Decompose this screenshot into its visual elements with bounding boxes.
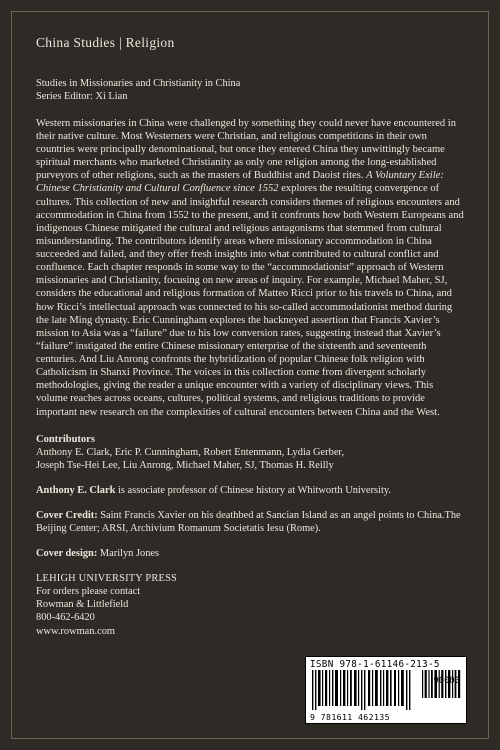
- series-info: [36, 77, 466, 104]
- editor-bio: [36, 484, 466, 497]
- description-part-2: explores the resulting convergence of cultures. This collection of new and insightful research considers themes of religious encounters and accommodation in China from 1552 to the present, and it confronts how both Western Europeans and indigenous Chinese mitigated the cultural and religious antagonisms that stemmed from cultural misunderstanding. The contributors identify areas where missionary accommodation in China succeeded and failed, and they offer fresh insights into what contributed to cultural conflict and confluence. Each chapter responds in some way to the “accommodationist” approach of Western missionaries and Christianity, focusing on new areas of inquiry. For example, Michael Maher, SJ, considers the educational and religious formation of Matteo Ricci prior to his travels to China, and how Ricci’s intellectual approach was connected to his so-called accommodationist method during the late Ming dynasty. Eric Cunningham explores the hackneyed assertion that Francis Xavier’s mission to Asia was a “failure” due to his low conversion rates, suggesting instead that Xavier’s “failure” instigated the entire Chinese missionary enterprise of the sixteenth and seventeenth centuries. And Liu Anrong confronts the hybridization of popular Chinese folk religion with Catholicism in Shanxi Province. The voices in this collection come from divergent scholarly methodologies, giving the reader a unique encounter with a variety of disciplinary views. This volume reaches across oceans, cultures, political systems, and religious traditions to provide important new research on the complexities of cultural encounters between China and the West.: [36, 183, 464, 418]
- description-part-1: Western missionaries in China were challenged by something they could never have encountered in their native culture. Most Westerners were Christian, and religious competitions in their own countries were principally denominational, but once they entered China they unwittingly became spiritual merchants who marketed Christianity as only one religion among the long-established purveyors of other religions, such as the masters of Buddhist and Daoist rites.: [36, 117, 457, 182]
- cover-design: [36, 547, 466, 560]
- distributor-name: Rowman & Littlefield: [36, 599, 129, 611]
- publisher-info: [36, 572, 466, 638]
- book-title: A Voluntary Exile: Chinese Christianity and Cultural Confluence since 1552: [36, 170, 444, 195]
- isbn-number: ISBN 978-1-61146-213-5: [310, 659, 440, 670]
- contributors-heading: Contributors: [36, 433, 95, 445]
- series-name: Studies in Missionaries and Christianity in China: [36, 78, 241, 89]
- contributors-line-1: Anthony E. Clark, Eric P. Cunningham, Robert Entenmann, Lydia Gerber,: [36, 446, 345, 458]
- orders-contact: For orders please contact: [36, 585, 141, 597]
- cover-credit-text: Saint Francis Xavier on his deathbed at Sancian Island as an angel points to China.The Beijing Center; ARSI, Archivium Romanum Societatis Iesu (Rome).: [36, 509, 461, 534]
- barcode-digits: 9 781611 462135: [310, 712, 390, 722]
- cover-design-text: Marilyn Jones: [97, 547, 160, 559]
- price-code: 90000: [433, 676, 460, 686]
- book-description: [36, 117, 466, 419]
- contributors-line-2: Joseph Tse-Hei Lee, Liu Anrong, Michael Maher, SJ, Thomas H. Reilly: [36, 459, 334, 471]
- website: www.rowman.com: [36, 625, 115, 637]
- cover-credit-label: Cover Credit:: [36, 509, 98, 521]
- cover-design-label: Cover design:: [36, 547, 98, 559]
- publisher-name: LEHIGH UNIVERSITY PRESS: [36, 572, 178, 584]
- series-category-title: China Studies | Religion: [36, 35, 175, 50]
- editor-name: Anthony E. Clark: [36, 484, 116, 496]
- cover-content: [36, 35, 466, 638]
- series-editor: Series Editor: Xi Lian: [36, 91, 128, 103]
- editor-bio-text: is associate professor of Chinese history at Whitworth University.: [115, 484, 391, 496]
- isbn-barcode: [305, 656, 467, 724]
- contributors-list: [36, 446, 466, 472]
- cover-credit: [36, 509, 466, 535]
- phone-number: 800-462-6420: [36, 612, 95, 624]
